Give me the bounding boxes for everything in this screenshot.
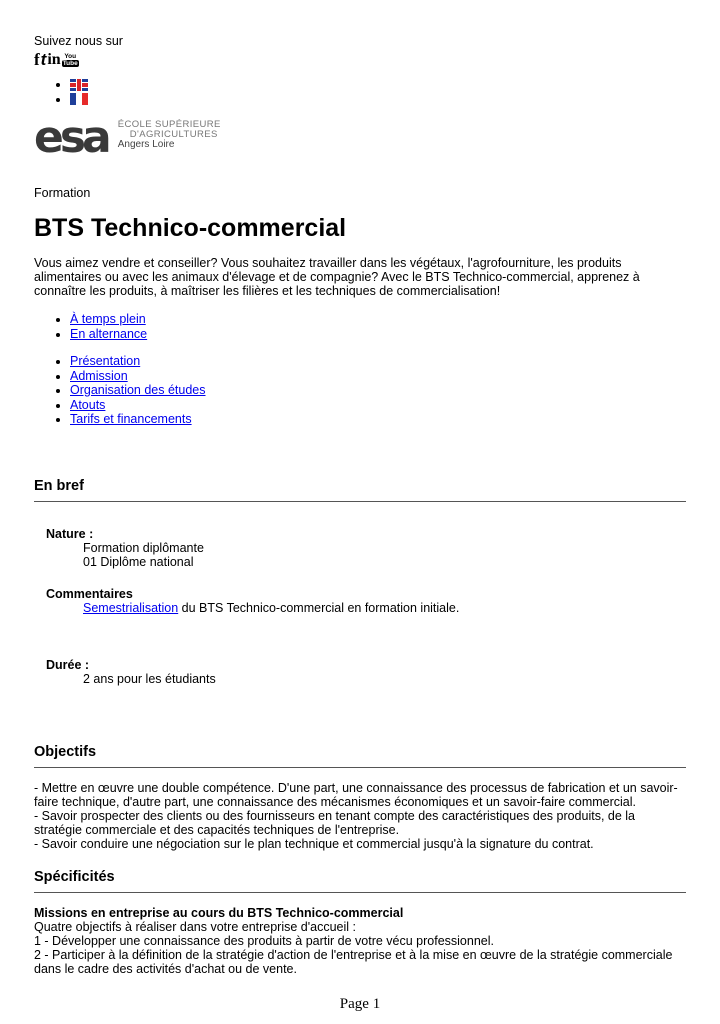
logo-mark: esa (34, 112, 108, 163)
uk-flag-icon[interactable] (70, 79, 88, 91)
commentaires-label: Commentaires (46, 586, 133, 601)
logo-line-1: ÉCOLE SUPÉRIEURE (117, 119, 221, 130)
specificite-line: Quatre objectifs à réaliser dans votre entreprise d'accueil : (34, 919, 356, 934)
duree-label: Durée : (46, 657, 90, 672)
mode-links (34, 312, 686, 341)
nature-block (34, 527, 686, 569)
link-temps-plein[interactable]: À temps plein (70, 312, 146, 326)
list-item (70, 354, 686, 369)
duree-block (34, 658, 686, 686)
list-item (70, 369, 686, 384)
semestrialisation-link[interactable]: Semestrialisation (83, 600, 179, 615)
page-content (34, 34, 686, 976)
social-links (34, 50, 686, 70)
page-title: BTS Technico-commercial (34, 214, 347, 242)
link-presentation[interactable]: Présentation (70, 354, 141, 368)
breadcrumb: Formation (34, 186, 91, 200)
commentaires-text: du BTS Technico-commercial en formation initiale. (178, 600, 460, 615)
link-admission[interactable]: Admission (70, 368, 128, 383)
logo-text (118, 120, 221, 150)
commentaires-block (34, 587, 686, 615)
nature-value-2: 01 Diplôme national (83, 554, 194, 569)
nature-label: Nature : (46, 526, 94, 541)
objectif-line: - Mettre en œuvre une double compétence. D'une part, une connaissance des processus de fabrication et un savoir-faire technique, d'autre part, une connaissance des mécanismes économiques et un savoir-faire commercial. (34, 780, 678, 809)
link-organisation[interactable]: Organisation des études (70, 383, 206, 397)
language-list (34, 77, 686, 106)
esa-logo[interactable] (34, 112, 686, 164)
specificite-line: 2 - Participer à la définition de la stratégie d'action de l'entreprise et à la mise en œuvre de la stratégie commerciale dans le cadre des activités d'achat ou de vente. (34, 947, 673, 976)
list-item (70, 327, 686, 342)
specificites-subheading: Missions en entreprise au cours du BTS Technico-commercial (34, 905, 404, 920)
objectif-line: - Savoir prospecter des clients ou des fournisseurs en tenant compte des caractéristiques des produits, de la stratégie commerciale et des capacités techniques de l'entreprise. (34, 808, 636, 837)
objectif-line: - Savoir conduire une négociation sur le plan technique et commercial jusqu'à la signature du contrat. (34, 836, 594, 851)
list-item (70, 312, 686, 327)
objectifs-heading: Objectifs (34, 744, 686, 768)
youtube-icon-bottom: Tube (62, 60, 78, 67)
youtube-icon[interactable] (62, 53, 79, 67)
intro-text: Vous aimez vendre et conseiller? Vous souhaitez travailler dans les végétaux, l'agrofourniture, les produits alimentaires ou avec les animaux d'élevage et de compagnie? Avec le BTS Technico-commercial, apprenez à connaître les produits, à maîtriser les filières et les techniques de commercialisation! (34, 256, 640, 298)
list-item (70, 398, 686, 413)
objectifs-text (34, 781, 686, 851)
specificites-heading: Spécificités (34, 869, 686, 893)
link-alternance[interactable]: En alternance (70, 326, 148, 341)
specificite-line: 1 - Développer une connaissance des produits à partir de votre vécu professionnel. (34, 933, 494, 948)
linkedin-icon[interactable]: in (47, 51, 61, 68)
list-item (70, 383, 686, 398)
logo-line-2: D'AGRICULTURES (129, 129, 218, 140)
facebook-icon[interactable]: f (34, 50, 40, 69)
link-tarifs[interactable]: Tarifs et financements (70, 412, 192, 426)
link-atouts[interactable]: Atouts (70, 397, 106, 412)
duree-value: 2 ans pour les étudiants (83, 671, 216, 686)
page-number: Page 1 (339, 996, 381, 1012)
language-item-en (70, 77, 686, 92)
nature-value-1: Formation diplômante (83, 540, 204, 555)
logo-line-3: Angers Loire (117, 139, 175, 150)
en-bref-heading: En bref (34, 478, 686, 502)
section-links (34, 354, 686, 427)
language-item-fr (70, 92, 686, 107)
youtube-icon-top: You (64, 53, 77, 60)
france-flag-icon[interactable] (70, 93, 88, 105)
commentaires-value (83, 601, 686, 615)
specificites-text (34, 906, 686, 976)
twitter-icon[interactable]: t (40, 50, 47, 69)
list-item (70, 412, 686, 427)
follow-label: Suivez nous sur (34, 34, 123, 48)
